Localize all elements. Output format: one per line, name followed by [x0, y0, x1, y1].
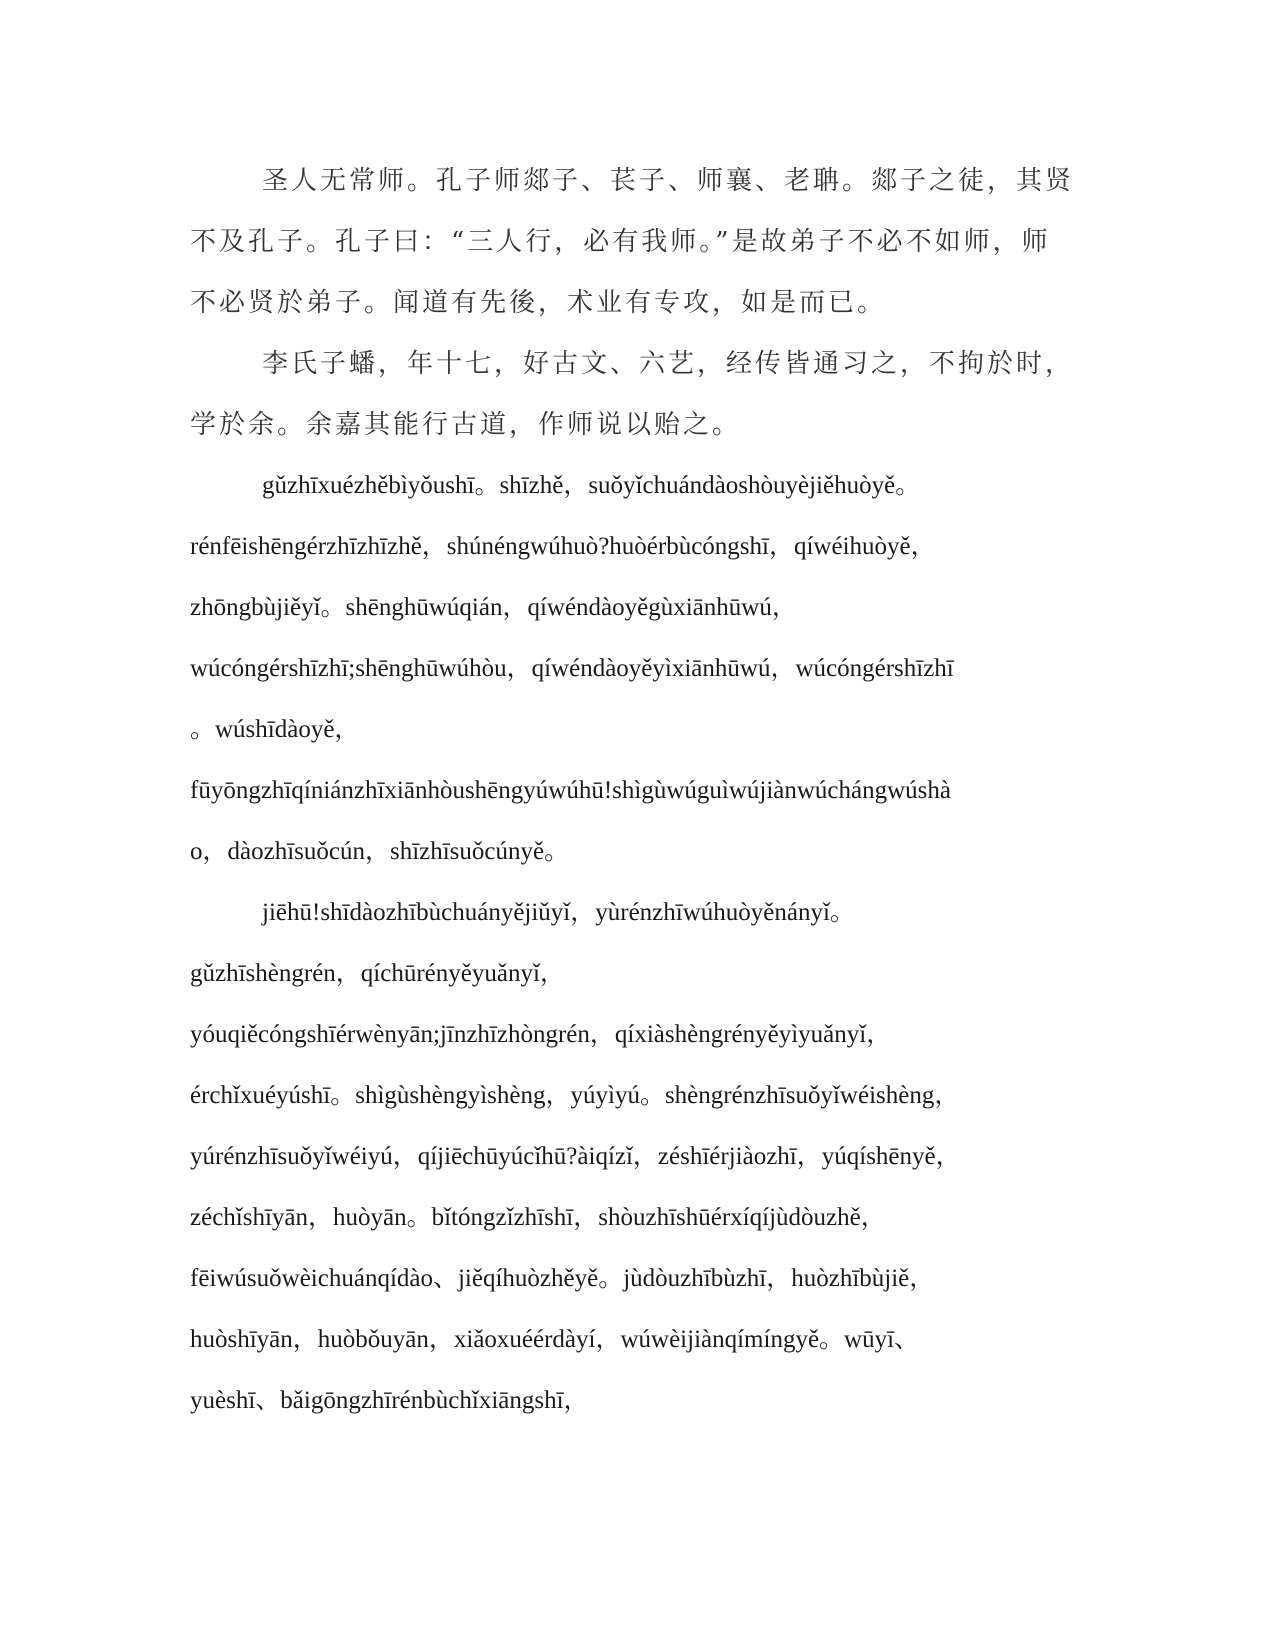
document-body — [190, 161, 1080, 1442]
text-line: 学於余。余嘉其能行古道，作师说以贻之。 — [190, 410, 742, 440]
text-line: 圣人无常师。孔子师郯子、苌子、师襄、老聃。郯子之徒，其贤 — [262, 166, 1075, 196]
text-line: yuèshī、bǎigōngzhīrénbùchǐxiāngshī， — [190, 1387, 589, 1414]
text-line: zhōngbùjiěyǐ。shēnghūwúqián，qíwéndàoyěgùxiānhūwú， — [190, 594, 797, 621]
text-line: zéchǐshīyān，huòyān。bǐtóngzǐzhīshī，shòuzhīshūérxíqíjùdòuzhě， — [190, 1204, 886, 1231]
text-line: jiēhū!shīdàozhībùchuányějiǔyǐ，yùrénzhīwúhuòyěnányǐ。 — [262, 899, 855, 926]
text-line: o，dàozhīsuǒcún，shīzhīsuǒcúnyě。 — [190, 838, 570, 865]
text-line: gǔzhīxuézhěbìyǒushī。shīzhě，suǒyǐchuándàoshòuyèjiěhuòyě。 — [262, 472, 921, 499]
text-line: érchǐxuéyúshī。shìgùshèngyìshèng，yúyìyú。shèngrénzhīsuǒyǐwéishèng， — [190, 1082, 960, 1109]
text-line: yóuqiěcóngshīérwènyān;jīnzhīzhòngrén，qíxiàshèngrényěyìyuǎnyǐ， — [190, 1021, 892, 1048]
text-line: 。wúshīdàoyě， — [190, 716, 360, 743]
text-line: rénfēishēngérzhīzhīzhě，shúnéngwúhuò?huòérbùcóngshī，qíwéihuòyě， — [190, 533, 936, 560]
text-line: wúcóngérshīzhī;shēnghūwúhòu，qíwéndàoyěyìxiānhūwú，wúcóngérshīzhī — [190, 655, 954, 682]
text-line: 李氏子蟠，年十七，好古文、六艺，经传皆通习之，不拘於时， — [262, 349, 1075, 379]
text-line: fēiwúsuǒwèichuánqídào、jiěqíhuòzhěyě。jùdòuzhībùzhī，huòzhībùjiě， — [190, 1265, 935, 1292]
text-line: yúrénzhīsuǒyǐwéiyú，qíjiēchūyúcǐhū?àiqízǐ，zéshīérjiàozhī，yúqíshēnyě， — [190, 1143, 961, 1170]
text-line: gǔzhīshèngrén，qíchūrényěyuǎnyǐ， — [190, 960, 565, 987]
text-line: 不及孔子。孔子曰：“三人行，必有我师。”是故弟子不必不如师，师 — [190, 227, 1051, 257]
text-line: fūyōngzhīqíniánzhīxiānhòushēngyúwúhū!shìgùwúguìwújiànwúchángwúshà — [190, 777, 951, 804]
text-line: 不必贤於弟子。闻道有先後，术业有专攻，如是而已。 — [190, 288, 887, 318]
text-line: huòshīyān，huòbǒuyān，xiǎoxuéérdàyí，wúwèijiànqímíngyě。wūyī、 — [190, 1326, 920, 1353]
